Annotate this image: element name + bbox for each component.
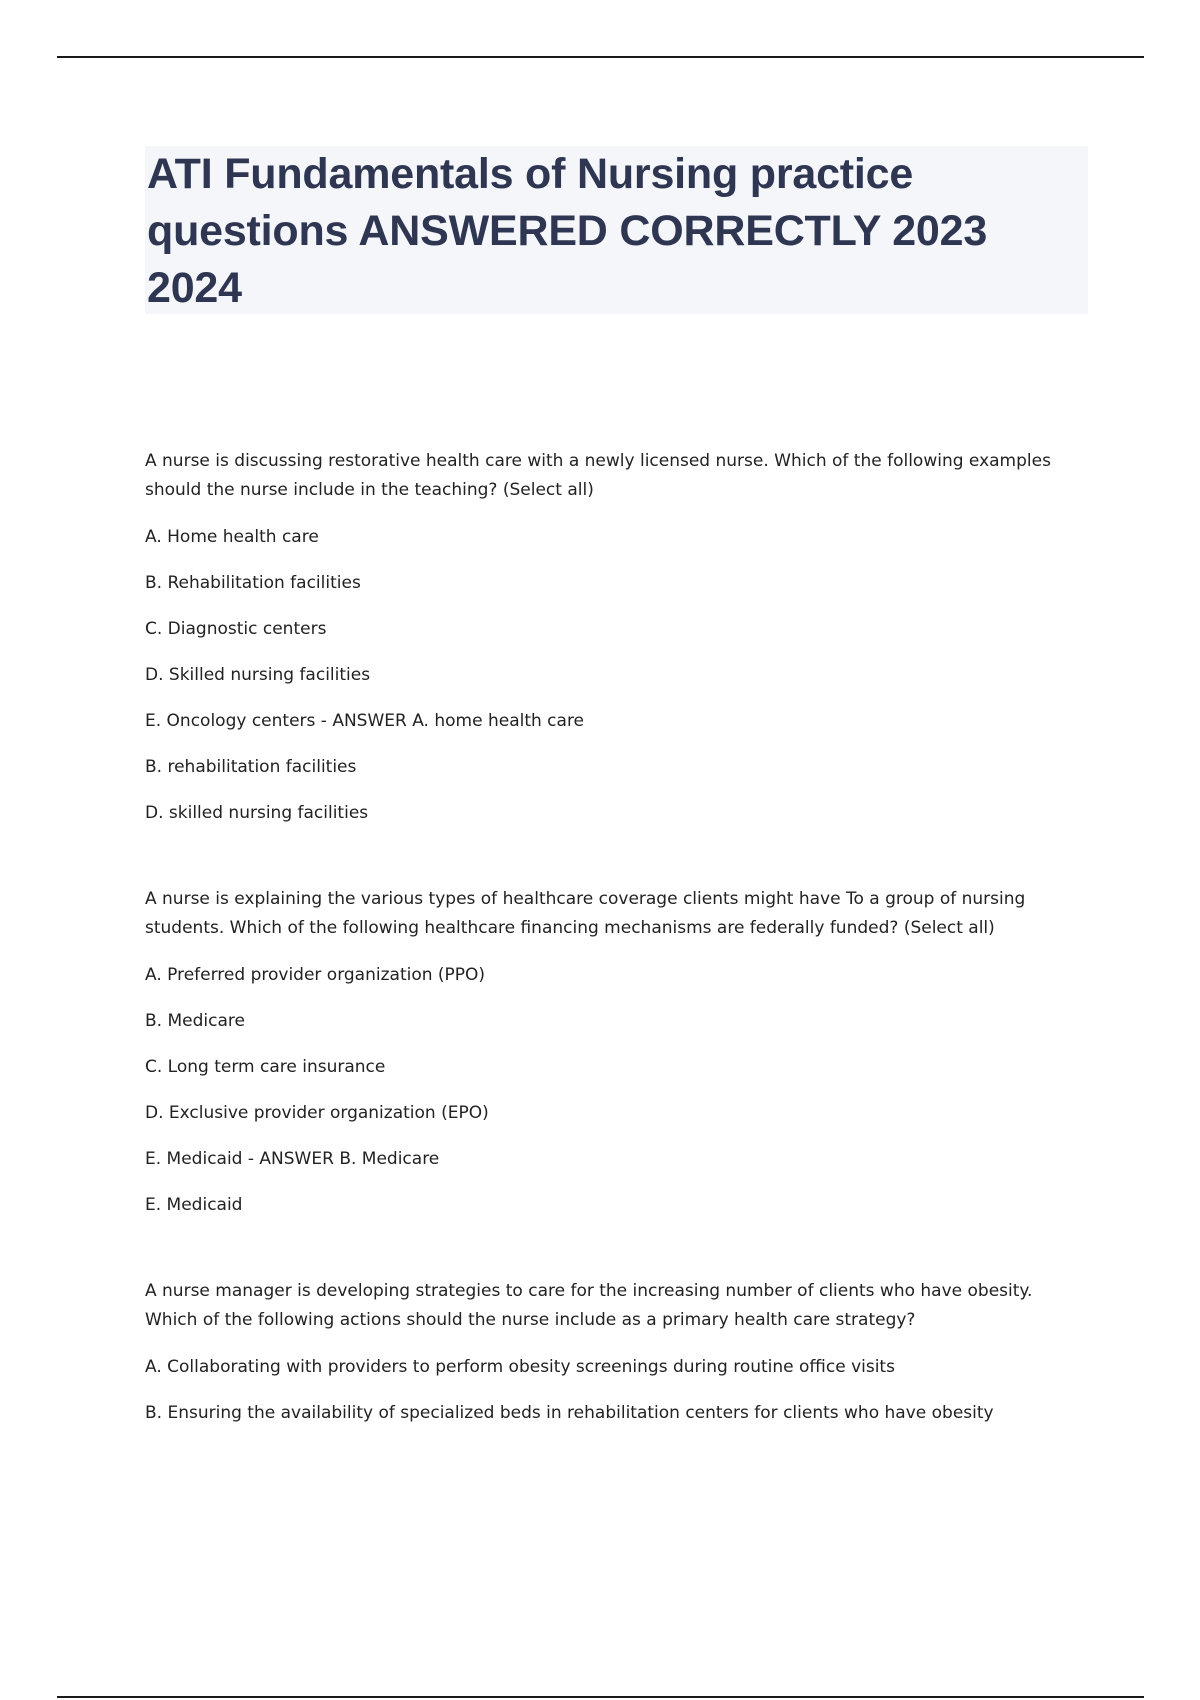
answer-option: D. Exclusive provider organization (EPO) bbox=[145, 1103, 489, 1123]
answer-option: B. Rehabilitation facilities bbox=[145, 573, 361, 593]
title-banner bbox=[145, 146, 1088, 314]
answer-option: E. Medicaid - ANSWER B. Medicare bbox=[145, 1149, 440, 1169]
answer-option: A. Collaborating with providers to perform obesity screenings during routine office visits bbox=[145, 1357, 895, 1377]
answer-option: B. Medicare bbox=[145, 1011, 245, 1031]
answer-option: D. Skilled nursing facilities bbox=[145, 665, 371, 685]
question-text: A nurse is explaining the various types of healthcare coverage clients might have To a group of nursing students. Which of the following healthcare financing mechanisms are federally funded? (Select all) bbox=[145, 889, 1026, 938]
document-title: ATI Fundamentals of Nursing practice questions ANSWERED CORRECTLY 2023 2024 bbox=[147, 150, 988, 312]
question-block bbox=[145, 447, 1090, 828]
answer-option: D. skilled nursing facilities bbox=[145, 803, 369, 823]
answer-option: C. Long term care insurance bbox=[145, 1057, 386, 1077]
answer-option: E. Oncology centers - ANSWER A. home health care bbox=[145, 711, 585, 731]
question-block bbox=[145, 885, 1090, 1220]
answer-option: A. Home health care bbox=[145, 527, 319, 547]
answer-option: C. Diagnostic centers bbox=[145, 619, 327, 639]
answer-option: A. Preferred provider organization (PPO) bbox=[145, 965, 486, 985]
question-block bbox=[145, 1277, 1090, 1428]
answer-option: E. Medicaid bbox=[145, 1195, 243, 1215]
question-text: A nurse manager is developing strategies to care for the increasing number of clients who have obesity. Which of the following actions should the nurse include as a primary health care strategy? bbox=[145, 1281, 1033, 1330]
header-rule bbox=[57, 56, 1144, 58]
question-text: A nurse is discussing restorative health care with a newly licensed nurse. Which of the following examples should the nurse include in the teaching? (Select all) bbox=[145, 451, 1051, 500]
questions-container bbox=[145, 447, 1090, 1428]
answer-option: B. rehabilitation facilities bbox=[145, 757, 357, 777]
footer-rule bbox=[57, 1696, 1144, 1698]
answer-option: B. Ensuring the availability of specialized beds in rehabilitation centers for clients who have obesity bbox=[145, 1403, 994, 1423]
